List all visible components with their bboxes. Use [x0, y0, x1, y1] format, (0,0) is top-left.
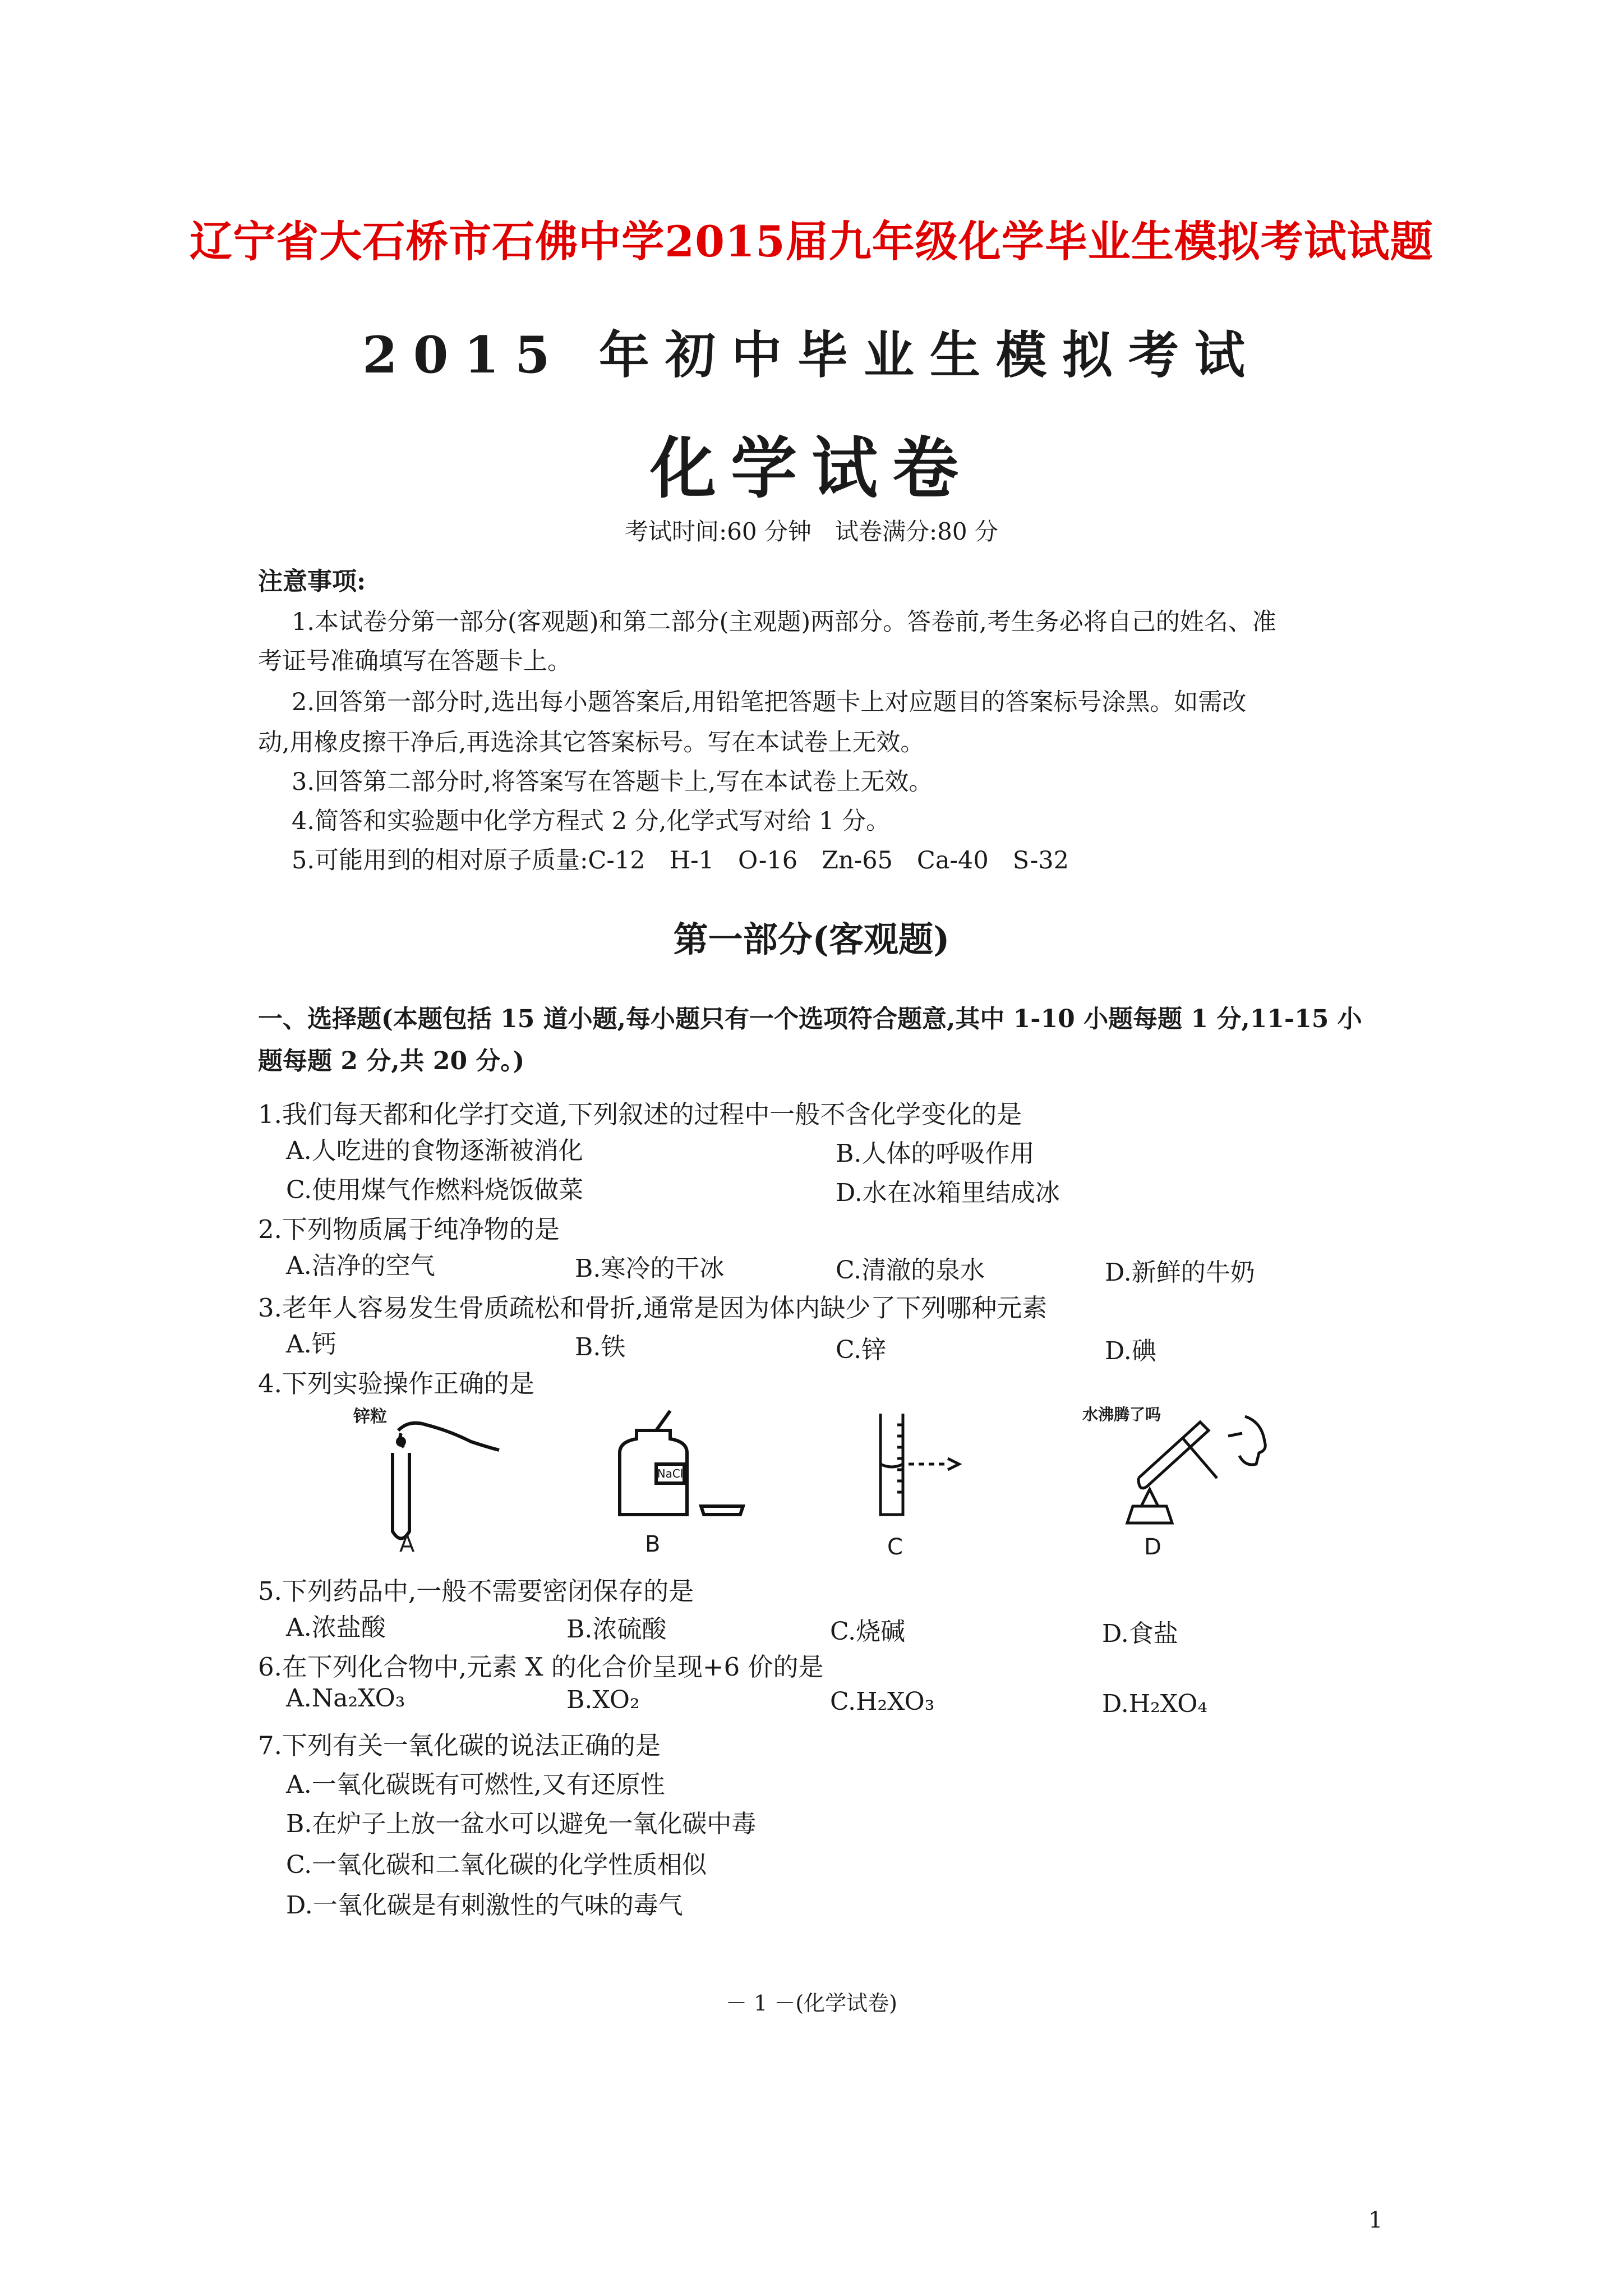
document-title: 辽宁省大石桥市石佛中学2015届九年级化学毕业生模拟考试试题: [190, 217, 1433, 266]
exam-info: 考试时间:60 分钟 试卷满分:80 分: [625, 518, 998, 545]
notice-line: 3.回答第二部分时,将答案写在答题卡上,写在本试卷上无效。: [292, 768, 933, 796]
option: B.铁: [575, 1333, 626, 1361]
option: C.清澈的泉水: [836, 1256, 985, 1285]
notice-line: 考证号准确填写在答题卡上。: [258, 647, 571, 675]
option: D.H₂XO₄: [1102, 1690, 1207, 1718]
option: D.水在冰箱里结成冰: [836, 1179, 1060, 1207]
option: D.食盐: [1102, 1619, 1178, 1648]
figure-b-label: B: [645, 1531, 661, 1557]
option: A.人吃进的食物逐渐被消化: [286, 1137, 583, 1165]
section-instruction: 题每题 2 分,共 20 分。): [258, 1047, 525, 1075]
option: D.碘: [1105, 1337, 1156, 1365]
figure-a-label-text: 锌粒: [353, 1407, 387, 1427]
question-stem: 2.下列物质属于纯净物的是: [258, 1214, 560, 1244]
option: A.洁净的空气: [286, 1251, 435, 1280]
question-stem: 3.老年人容易发生骨质疏松和骨折,通常是因为体内缺少了下列哪种元素: [258, 1293, 1048, 1323]
option: B.XO₂: [566, 1686, 640, 1714]
figure-c-graduated-cylinder: [864, 1408, 987, 1520]
figure-c-label: C: [887, 1534, 903, 1560]
figure-d-heating-tube: [1116, 1411, 1284, 1540]
figure-d-label-text: 水沸腾了吗: [1082, 1405, 1161, 1424]
exam-title: 2015 年初中毕业生模拟考试: [362, 325, 1261, 385]
question-stem: 1.我们每天都和化学打交道,下列叙述的过程中一般不含化学变化的是: [258, 1099, 1022, 1129]
notice-line: 5.可能用到的相对原子质量:C-12 H-1 O-16 Zn-65 Ca-40 S-32: [292, 846, 1069, 875]
option: D.新鲜的牛奶: [1105, 1258, 1255, 1287]
section-instruction: 一、选择题(本题包括 15 道小题,每小题只有一个选项符合题意,其中 1-10 小题每题 1 分,11-15 小: [258, 1005, 1362, 1033]
option: B.浓硫酸: [566, 1615, 667, 1644]
question-stem: 4.下列实验操作正确的是: [258, 1369, 534, 1398]
exam-subtitle: 化学试卷: [649, 429, 973, 507]
question-stem: 6.在下列化合物中,元素 X 的化合价呈现+6 价的是: [258, 1652, 824, 1682]
option: B.寒冷的干冰: [575, 1254, 725, 1283]
figure-a-test-tube: [359, 1408, 505, 1554]
option: B.在炉子上放一盆水可以避免一氧化碳中毒: [286, 1810, 757, 1838]
figure-d-label: D: [1144, 1534, 1161, 1560]
option: C.一氧化碳和二氧化碳的化学性质相似: [286, 1851, 707, 1879]
figure-a-label: A: [399, 1531, 415, 1557]
option: A.钙: [286, 1330, 336, 1359]
notice-line: 4.简答和实验题中化学方程式 2 分,化学式写对给 1 分。: [292, 807, 891, 835]
option: C.H₂XO₃: [830, 1687, 935, 1716]
option: D.一氧化碳是有刺激性的气味的毒气: [286, 1891, 683, 1920]
option: B.人体的呼吸作用: [836, 1139, 1035, 1168]
notice-line: 1.本试卷分第一部分(客观题)和第二部分(主观题)两部分。答卷前,考生务必将自己的姓名、准: [292, 608, 1276, 636]
option: A.一氧化碳既有可燃性,又有还原性: [286, 1770, 665, 1799]
question-stem: 5.下列药品中,一般不需要密闭保存的是: [258, 1576, 694, 1606]
option: A.浓盐酸: [286, 1613, 386, 1642]
part-title: 第一部分(客观题): [673, 919, 950, 960]
option: C.锌: [836, 1336, 887, 1364]
question-stem: 7.下列有关一氧化碳的说法正确的是: [258, 1731, 661, 1760]
option: A.Na₂XO₃: [286, 1684, 405, 1713]
notice-heading: 注意事项:: [258, 567, 366, 596]
notice-line: 动,用橡皮擦干净后,再选涂其它答案标号。写在本试卷上无效。: [258, 729, 925, 757]
notice-line: 2.回答第一部分时,选出每小题答案后,用铅笔把答题卡上对应题目的答案标号涂黑。如需改: [292, 688, 1247, 716]
page-footer: － 1 －(化学试卷): [726, 1991, 897, 2016]
figure-b-nacl-label: NaCl: [657, 1467, 684, 1480]
option: C.烧碱: [830, 1617, 906, 1646]
page-number: 1: [1368, 2207, 1383, 2233]
figure-b-reagent-bottle: [603, 1408, 749, 1531]
option: C.使用煤气作燃料烧饭做菜: [286, 1176, 584, 1204]
